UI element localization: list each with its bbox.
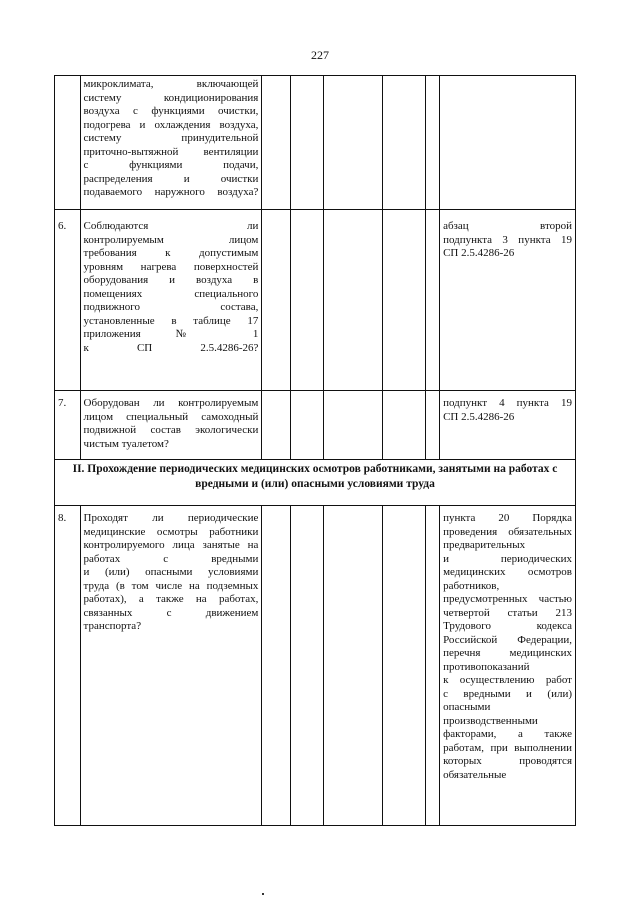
text-line: опасными [443,701,491,713]
text-line: производственными [443,714,538,727]
checklist-table [54,75,576,826]
text-line: медицинских осмотров [443,566,572,578]
row-number-cell: 7. [55,391,81,460]
text-line: приложения № 1 [83,328,259,340]
text-line: помещениях специального [83,287,259,300]
text-line: Соблюдаются ли [83,220,259,232]
answer-na-cell [323,506,382,826]
answer-yes-cell [262,391,291,460]
note-cell [382,391,425,460]
answer-na-cell [323,76,382,210]
text-line: предусмотренных частью [443,593,572,605]
text-line: предварительных [443,539,526,551]
row-number-cell: 8. [55,506,81,826]
text-line: работников, [443,579,500,592]
note-cell [382,506,425,826]
text-line: контролируемым лицом [83,233,259,246]
extra-cell [425,76,439,210]
extra-cell [425,391,439,460]
text-line: абзац второй [443,220,572,232]
text-line: которых проводятся [443,755,572,767]
text-line: контролируемого лица занятые на [83,539,259,551]
text-line: противопоказаний [443,660,530,673]
text-line: чистым туалетом? [83,437,169,450]
answer-yes-cell [262,506,291,826]
text-line: подвижного состава, [83,301,259,313]
text-line: Российской Федерации, [443,633,572,646]
text-line: подпункта 3 пункта 19 [443,233,572,246]
table-row [55,210,576,391]
text-line: систему принудительной [83,132,259,144]
text-line: к СП 2.5.4286-26? [83,341,259,354]
text-line: работах с вредными [83,552,259,565]
question-cell [80,210,262,391]
text-line: СП 2.5.4286-26 [443,247,515,259]
text-line: труда (в том числе на подземных [83,579,259,592]
text-line: Оборудован ли контролируемым [83,397,259,409]
text-line: подогрева и охлаждения воздуха, [83,118,259,131]
reference-cell [440,210,576,391]
note-cell [382,210,425,391]
text-line: проведения обязательных [443,525,572,538]
text-line: Трудового кодекса [443,620,572,632]
answer-no-cell [290,391,323,460]
text-line: медицинские осмотры работники [83,525,259,538]
text-line: связанных с движением [83,606,259,619]
question-cell [80,506,262,826]
text-line: факторами, а также [443,728,572,740]
text-line: Проходят ли периодические [83,512,259,524]
answer-yes-cell [262,210,291,391]
answer-no-cell [290,210,323,391]
answer-na-cell [323,391,382,460]
text-line: с вредными и (или) [443,687,572,700]
text-line: приточно-вытяжной вентиляции [83,145,259,158]
text-line: транспорта? [83,620,142,632]
section-header-row [55,460,576,506]
text-line: перечня медицинских [443,647,572,659]
text-line: уровням нагрева поверхностей [83,260,259,273]
text-line: лицом специальный самоходный [83,410,259,423]
text-line: требования к допустимым [83,247,259,259]
text-line: обязательные [443,768,507,781]
reference-cell [440,391,576,460]
row-number-cell [55,76,81,210]
section-title: II. Прохождение периодических медицинских осмотров работниками, занятыми на работах с вредными и (или) опасными условиями труда [55,460,576,506]
text-line: СП 2.5.4286-26 [443,410,515,423]
text-line: подаваемого наружного воздуха? [83,186,259,198]
text-line: работам, при выполнении [443,741,572,754]
table-row [55,76,576,210]
text-line: систему кондиционирования [83,91,259,104]
answer-no-cell [290,506,323,826]
text-line: пункта 20 Порядка [443,512,572,524]
text-line: микроклимата, включающей [83,78,259,90]
scan-dot [262,893,264,895]
row-number-cell: 6. [55,210,81,391]
text-line: подпункт 4 пункта 19 [443,397,572,409]
text-line: установленные в таблице 17 [83,314,259,327]
text-line: с функциями подачи, [83,159,259,171]
text-line: к осуществлению работ [443,674,572,686]
extra-cell [425,506,439,826]
text-line: воздуха с функциями очистки, [83,105,259,117]
question-cell [80,391,262,460]
text-line: распределения и очистки [83,172,259,185]
answer-no-cell [290,76,323,210]
text-line: подвижной состав экологически [83,424,259,436]
table-row [55,506,576,826]
answer-na-cell [323,210,382,391]
page-number: 227 [311,48,329,62]
text-line: и периодических [443,552,572,565]
text-line: оборудования и воздуха в [83,274,259,286]
extra-cell [425,210,439,391]
text-line: и (или) опасными условиями [83,566,259,578]
text-line: работах), а также на работах, [83,593,259,605]
note-cell [382,76,425,210]
text-line: четвертой статьи 213 [443,606,572,619]
reference-cell [440,506,576,826]
table-row [55,391,576,460]
answer-yes-cell [262,76,291,210]
reference-cell [440,76,576,210]
question-cell [80,76,262,210]
